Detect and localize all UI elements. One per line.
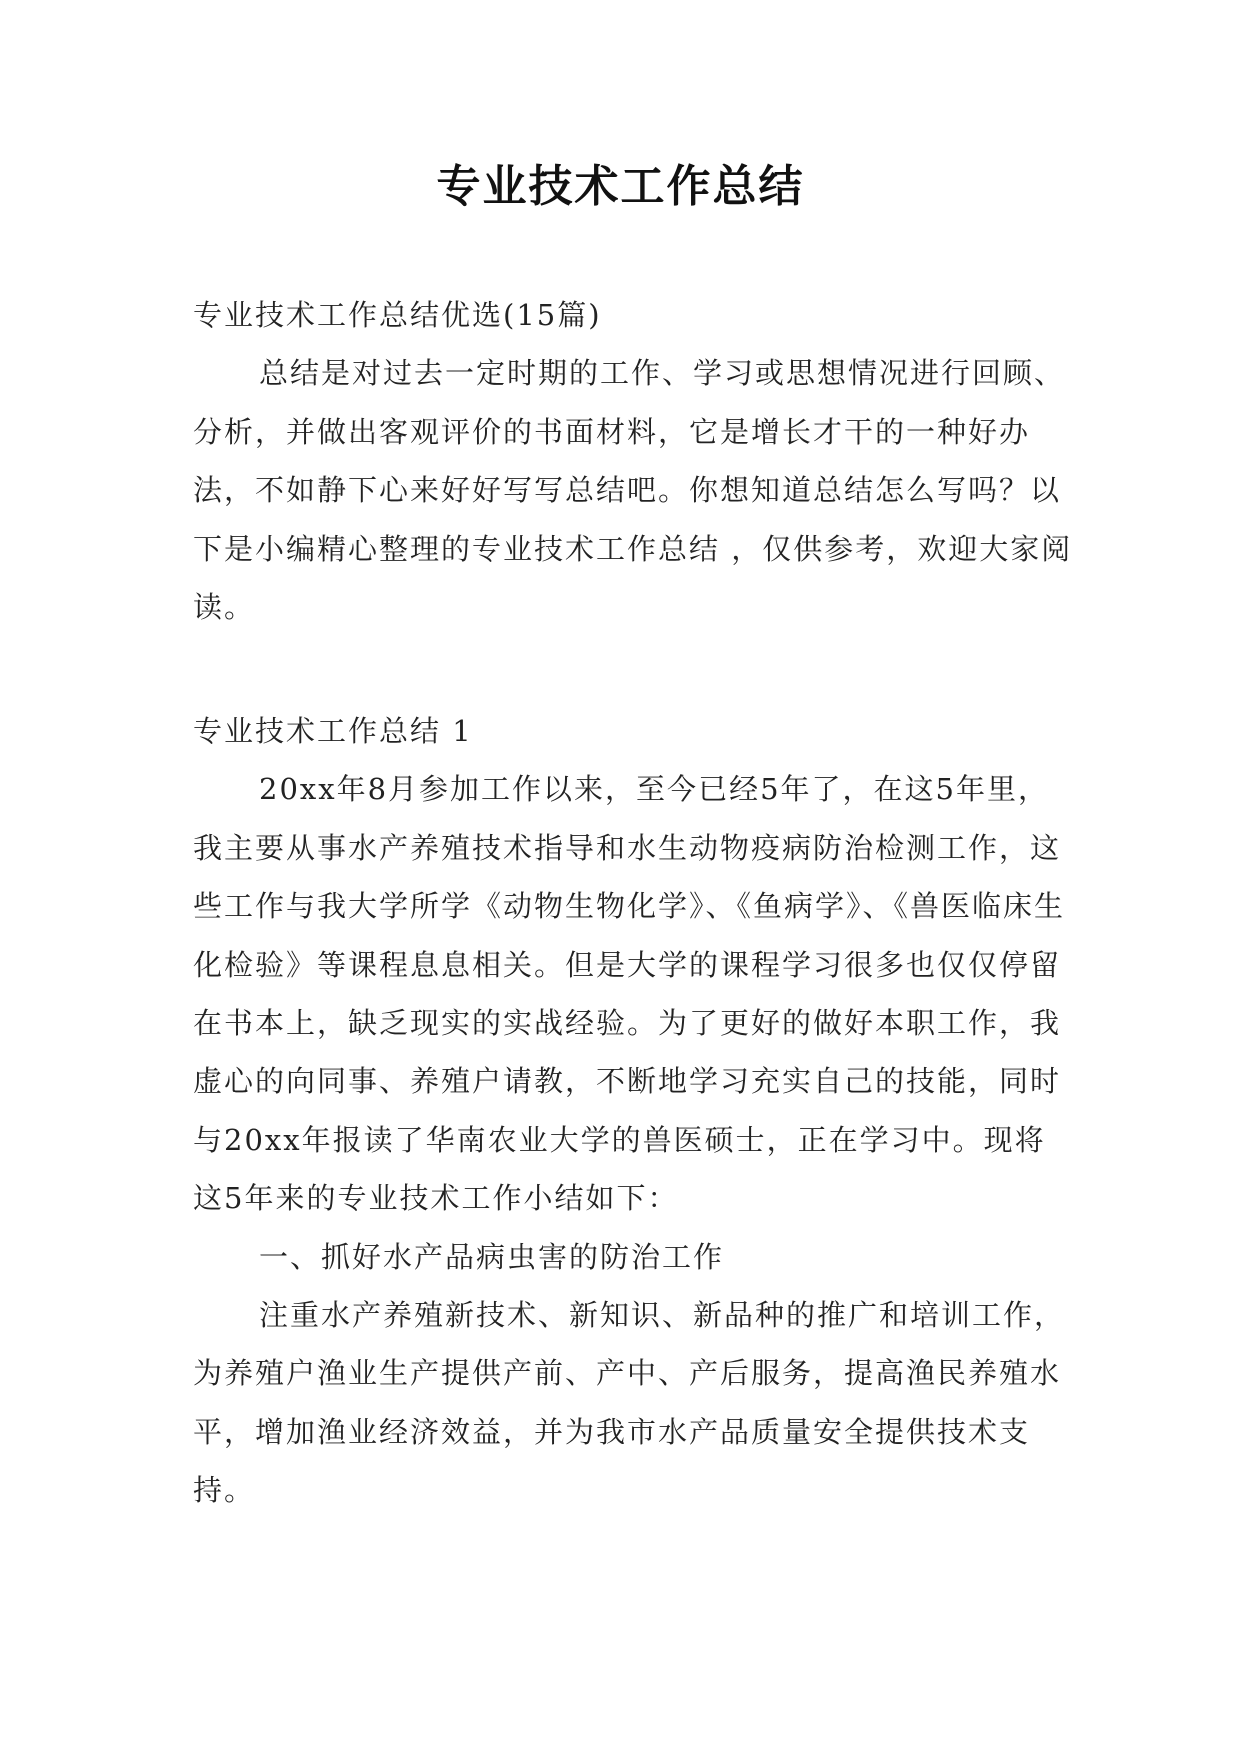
section-1-block: [193, 702, 1073, 1520]
section-1-subheading: 一、抓好水产品病虫害的防治工作: [259, 1239, 725, 1274]
intro-block: [193, 286, 1073, 636]
intro-paragraph: 总结是对过去一定时期的工作、学习或思想情况进行回顾、分析，并做出客观评价的书面材料，它是增长才干的一种好办法，不如静下心来好好写写总结吧。你想知道总结怎么写吗？以下是小编精心整理的专业技术工作总结 ，仅供参考，欢迎大家阅读。: [193, 356, 1073, 625]
section-1-paragraph-2: 注重水产养殖新技术、新知识、新品种的推广和培训工作，为养殖户渔业生产提供产前、产中、产后服务，提高渔民养殖水平，增加渔业经济效益，并为我市水产品质量安全提供技术支持。: [193, 1298, 1066, 1508]
section-1-paragraph-1: 20xx年8月参加工作以来，至今已经5年了，在这5年里，我主要从事水产养殖技术指导和水生动物疫病防治检测工作，这些工作与我大学所学《动物生物化学》、《鱼病学》、《兽医临床生化检验》等课程息息相关。但是大学的课程学习很多也仅仅停留在书本上，缺乏现实的实战经验。为了更好的做好本职工作，我虚心的向同事、养殖户请教，不断地学习充实自己的技能，同时与20xx年报读了华南农业大学的兽医硕士，正在学习中。现将这5年来的专业技术工作小结如下：: [193, 772, 1066, 1216]
section-1-heading: 专业技术工作总结 1: [193, 714, 473, 748]
document-title: 专业技术工作总结: [436, 161, 805, 212]
document-subtitle: 专业技术工作总结优选(15篇): [193, 298, 602, 332]
